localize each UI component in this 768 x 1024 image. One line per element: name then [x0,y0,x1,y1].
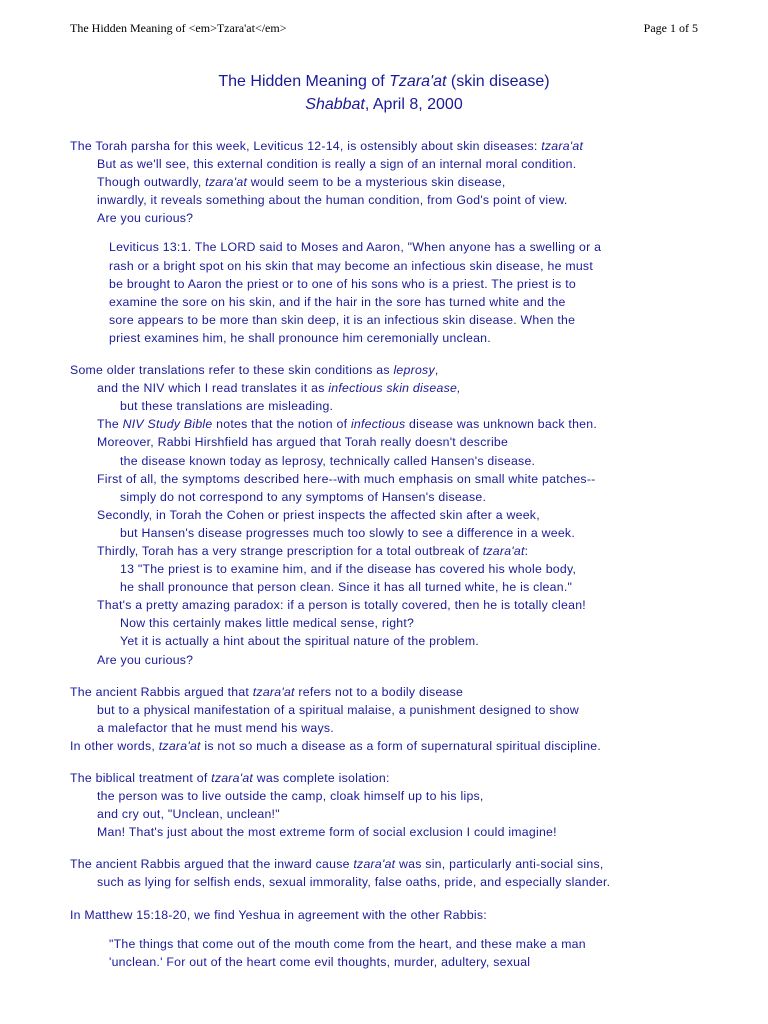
text-line: a malefactor that he must mend his ways. [97,720,334,735]
text-line: In other words, tzara'at is not so much a disease as a form of supernatural spiritual discipline. [70,738,602,753]
text-line: Are you curious? [97,652,194,667]
quote-line: priest examines him, he shall pronounce him ceremonially unclean. [109,330,491,345]
text-line: First of all, the symptoms described here--with much emphasis on small white patches-- [97,471,596,486]
title-tail: (skin disease) [450,73,550,90]
page-header-title: The Hidden Meaning of <em>Tzara'at</em> [70,21,287,35]
text-line: the disease known today as leprosy, technically called Hansen's disease. [120,453,536,468]
text-line: In Matthew 15:18-20, we find Yeshua in agreement with the other Rabbis: [70,907,487,922]
quote-line: Leviticus 13:1. The LORD said to Moses and Aaron, "When anyone has a swelling or a [109,240,602,255]
text-line: he shall pronounce that person clean. Since it has all turned white, he is clean." [120,580,573,595]
quote-line: be brought to Aaron the priest or to one of his sons who is a priest. The priest is to [109,276,576,291]
page-number: Page 1 of 5 [643,21,698,35]
text-line: Yet it is actually a hint about the spiritual nature of the problem. [120,634,480,649]
text-line: Secondly, in Torah the Cohen or priest inspects the affected skin after a week, [97,507,540,522]
quote-line: "The things that come out of the mouth come from the heart, and these make a man [109,936,586,951]
document-title [0,73,768,91]
document-subtitle [0,96,768,114]
text-line: 13 "The priest is to examine him, and if the disease has covered his whole body, [120,562,577,577]
text-line: but these translations are misleading. [120,399,334,414]
text-line: Thirdly, Torah has a very strange prescription for a total outbreak of tzara'at: [97,543,529,558]
text-line: simply do not correspond to any symptoms of Hansen's disease. [120,489,487,504]
text-line: The ancient Rabbis argued that tzara'at refers not to a bodily disease [70,684,464,699]
text-line: and cry out, "Unclean, unclean!" [97,807,280,822]
quote-line: examine the sore on his skin, and if the hair in the sore has turned white and the [109,294,566,309]
quote-line: rash or a bright spot on his skin that may become an infectious skin disease, he must [109,258,593,273]
subtitle-day: Shabbat [305,96,365,113]
text-line: Moreover, Rabbi Hirshfield has argued that Torah really doesn't describe [97,435,509,450]
text-line: The NIV Study Bible notes that the notion of infectious disease was unknown back then. [97,417,598,432]
text-line: The Torah parsha for this week, Leviticus 12-14, is ostensibly about skin diseases: tzara'at [70,139,584,153]
text-line: such as lying for selfish ends, sexual immorality, false oaths, pride, and especially slander. [97,875,611,890]
text-line: but Hansen's disease progresses much too slowly to see a difference in a week. [120,525,575,540]
text-line: the person was to live outside the camp, cloak himself up to his lips, [97,789,484,804]
text-line: inwardly, it reveals something about the human condition, from God's point of view. [97,193,568,208]
text-line: Though outwardly, tzara'at would seem to be a mysterious skin disease, [97,175,506,190]
text-line: The ancient Rabbis argued that the inward cause tzara'at was sin, particularly anti-social sins, [70,857,604,872]
subtitle-date: , April 8, 2000 [364,96,463,113]
text-line: Are you curious? [97,211,194,226]
document-body [70,137,710,971]
text-line: But as we'll see, this external condition is really a sign of an internal moral condition. [97,157,577,172]
text-line: Man! That's just about the most extreme form of social exclusion I could imagine! [97,825,557,840]
quote-line: 'unclean.' For out of the heart come evil thoughts, murder, adultery, sexual [109,954,531,969]
text-line: Some older translations refer to these skin conditions as leprosy, [70,363,439,378]
title-term: Tzara'at [389,73,447,90]
text-line: and the NIV which I read translates it as infectious skin disease, [97,381,461,396]
quote-line: sore appears to be more than skin deep, it is an infectious skin disease. When the [109,312,576,327]
text-line: The biblical treatment of tzara'at was complete isolation: [70,771,390,785]
text-line: That's a pretty amazing paradox: if a person is totally covered, then he is totally clean! [97,598,586,613]
text-line: but to a physical manifestation of a spiritual malaise, a punishment designed to show [97,702,579,717]
text-line: Now this certainly makes little medical sense, right? [120,616,415,631]
title-text: The Hidden Meaning of [218,73,385,90]
